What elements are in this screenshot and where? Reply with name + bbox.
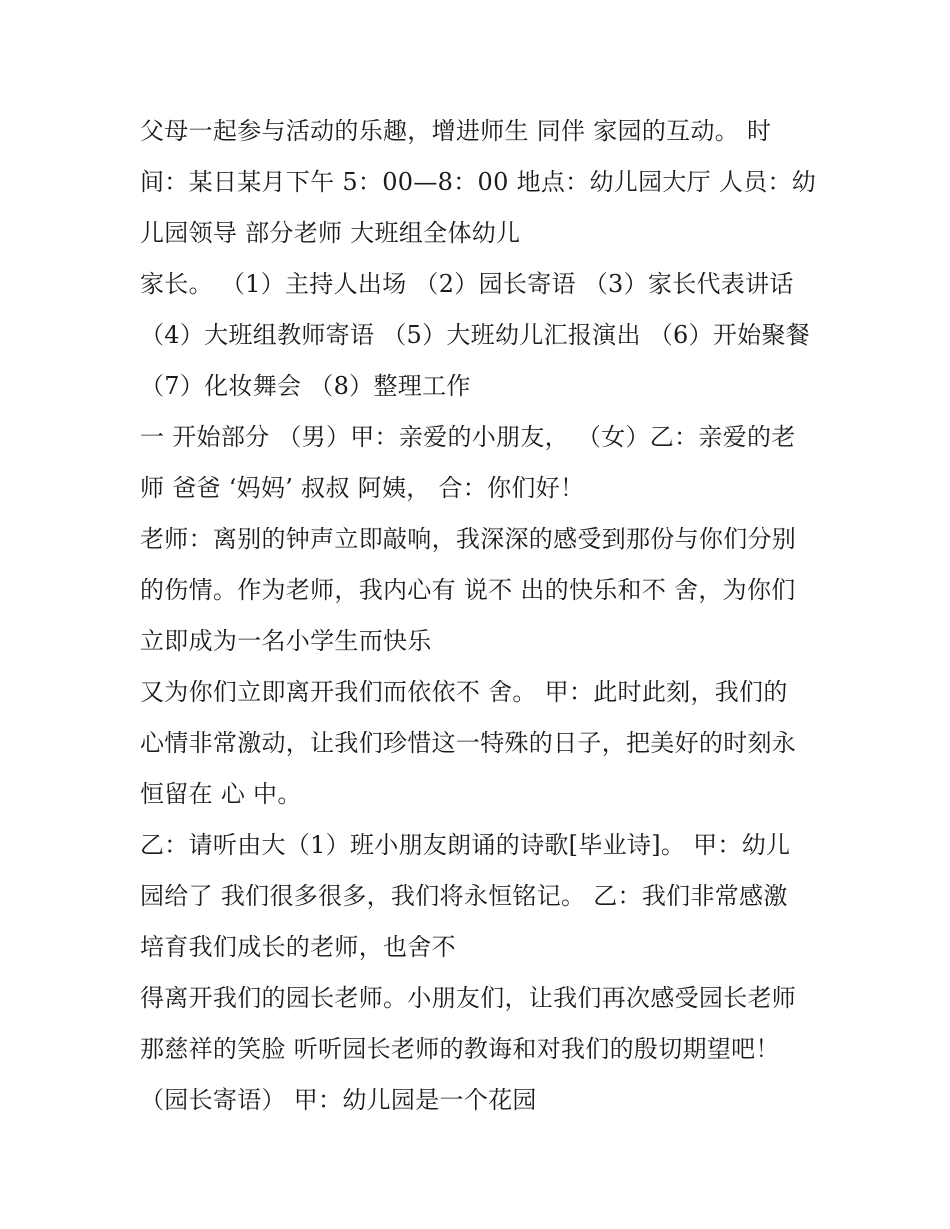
- text-line: 又为你们立即离开我们而依依不 舍。 甲：此时此刻，我们的: [140, 678, 788, 706]
- text-line: 立即成为一名小学生而快乐: [140, 627, 432, 655]
- text-line: 得离开我们的园长老师。小朋友们，让我们再次感受园长老师: [140, 984, 797, 1012]
- text-line: 恒留在 心 中。: [140, 780, 302, 808]
- text-line: 老师：离别的钟声立即敲响，我深深的感受到那份与你们分别: [140, 525, 797, 553]
- text-line: 间：某日某月下午 5：00—8：00 地点：幼儿园大厅 人员：幼: [140, 168, 817, 196]
- text-line: 一 开始部分 （男）甲：亲爱的小朋友， （女）乙：亲爱的老: [140, 423, 796, 451]
- document-body: [140, 106, 830, 1126]
- text-line: 心情非常激动，让我们珍惜这一特殊的日子，把美好的时刻永: [140, 729, 797, 757]
- text-line: 的伤情。作为老师，我内心有 说不 出的快乐和不 舍，为你们: [140, 576, 796, 604]
- text-line: 乙：请听由大（1）班小朋友朗诵的诗歌[毕业诗]。 甲：幼儿: [140, 831, 791, 859]
- text-line: （园长寄语） 甲：幼儿园是一个花园: [140, 1086, 537, 1114]
- text-line: 父母一起参与活动的乐趣，增进师生 同伴 家园的互动。 时: [140, 117, 772, 145]
- text-line: 那慈祥的笑脸 听听园长老师的教诲和对我们的殷切期望吧！: [140, 1035, 780, 1063]
- text-line: （4）大班组教师寄语 （5）大班幼儿汇报演出 （6）开始聚餐: [140, 321, 811, 349]
- text-line: 家长。 （1）主持人出场 （2）园长寄语 （3）家长代表讲话: [140, 270, 794, 298]
- text-line: 园给了 我们很多很多，我们将永恒铭记。 乙：我们非常感激: [140, 882, 788, 910]
- text-line: 培育我们成长的老师，也舍不: [140, 933, 456, 961]
- text-line: （7）化妆舞会 （8）整理工作: [140, 372, 471, 400]
- text-line: 儿园领导 部分老师 大班组全体幼儿: [140, 219, 521, 247]
- text-line: 师 爸爸 ‘妈妈’ 叔叔 阿姨， 合：你们好！: [140, 474, 585, 502]
